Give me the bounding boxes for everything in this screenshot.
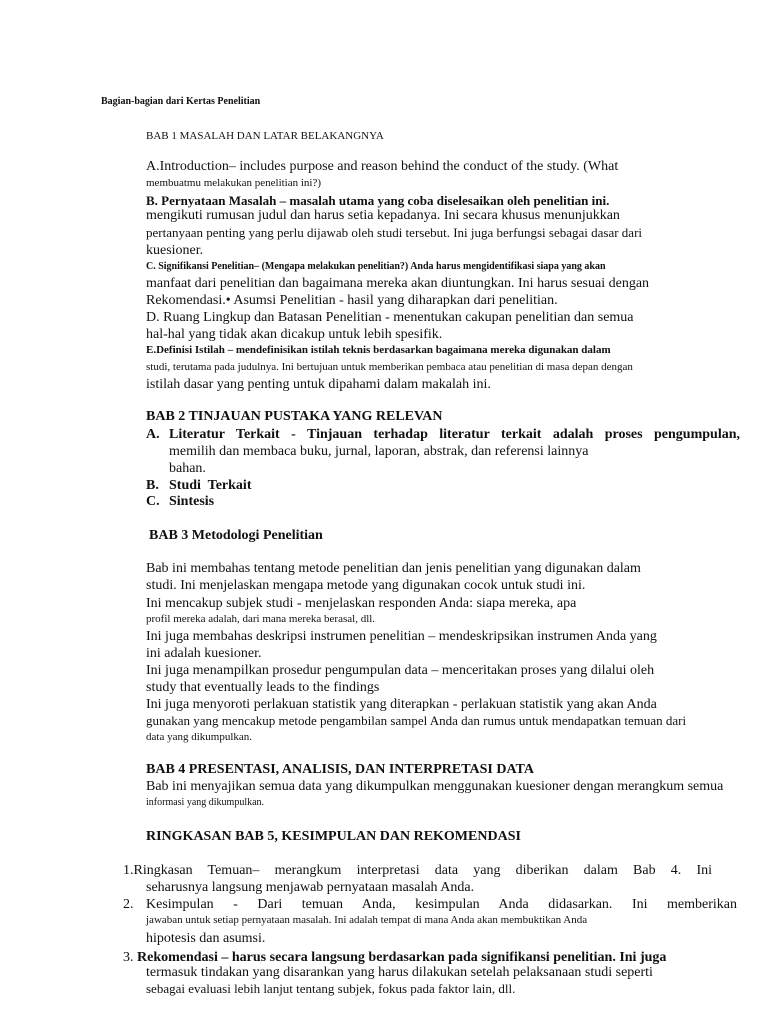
bab5-heading: RINGKASAN BAB 5, KESIMPULAN DAN REKOMENDASI <box>146 829 521 844</box>
bab3-line3: Ini mencakup subjek studi - menjelaskan responden Anda: siapa mereka, apa <box>146 596 577 611</box>
bab5-item3-marker: 3. <box>123 950 134 965</box>
bab2-a-line2: memilih dan membaca buku, jurnal, laporan, abstrak, dan referensi lainnya <box>169 444 589 459</box>
bab5-item1-line2: seharusnya langsung menjawab pernyataan masalah Anda. <box>146 880 475 895</box>
bab2-a-line1: Literatur Terkait - Tinjauan terhadap literatur terkait adalah proses pengumpulan, <box>169 427 740 442</box>
bab5-item1-line1: 1.Ringkasan Temuan– merangkum interpretasi data yang diberikan dalam Bab 4. Ini <box>123 863 712 878</box>
bab5-item2-line2: jawaban untuk setiap pernyataan masalah. Ini adalah tempat di mana Anda akan membuktikan Anda <box>146 914 588 926</box>
bab5-item3-line2: termasuk tindakan yang disarankan yang harus dilakukan setelah pelaksanaan studi seperti <box>146 965 653 980</box>
bab5-item2-marker: 2. <box>123 897 134 912</box>
bab3-line1: Bab ini membahas tentang metode penelitian dan jenis penelitian yang digunakan dalam <box>146 561 641 576</box>
bab5-item3-line3: sebagai evaluasi lebih lanjut tentang subjek, fokus pada faktor lain, dll. <box>146 981 516 996</box>
bab1-b-line3: pertanyaan penting yang perlu dijawab oleh studi tersebut. Ini juga berfungsi sebagai dasar dari <box>146 225 643 240</box>
bab2-a-line3: bahan. <box>169 461 206 476</box>
bab3-line6: ini adalah kuesioner. <box>146 646 262 661</box>
bab3-line2: studi. Ini menjelaskan mengapa metode yang digunakan cocok untuk studi ini. <box>146 578 586 593</box>
bab3-line4: profil mereka adalah, dari mana mereka berasal, dll. <box>146 613 376 625</box>
document-title: Bagian-bagian dari Kertas Penelitian <box>101 96 261 107</box>
bab2-b-text: Studi Terkait <box>169 478 252 493</box>
bab5-item2-line3: hipotesis dan asumsi. <box>146 931 266 946</box>
bab1-e-line2: studi, terutama pada judulnya. Ini bertujuan untuk memberikan pembaca atau penelitian di masa depan dengan <box>146 361 633 373</box>
bab1-b-line2: mengikuti rumusan judul dan harus setia kepadanya. Ini secara khusus menunjukkan <box>146 208 620 223</box>
bab3-line9: Ini juga menyoroti perlakuan statistik yang diterapkan - perlakuan statistik yang akan Anda <box>146 697 657 712</box>
bab1-a-line2: membuatmu melakukan penelitian ini?) <box>146 177 322 189</box>
bab1-e-line3: istilah dasar yang penting untuk dipahami dalam makalah ini. <box>146 377 491 392</box>
bab1-b-line4: kuesioner. <box>146 243 204 258</box>
bab4-line1: Bab ini menyajikan semua data yang dikumpulkan menggunakan kuesioner dengan merangkum semua <box>146 779 724 794</box>
bab1-c-line2: manfaat dari penelitian dan bagaimana mereka akan diuntungkan. Ini harus sesuai dengan <box>146 276 650 291</box>
bab5-item2-line1: Kesimpulan - Dari temuan Anda, kesimpulan Anda didasarkan. Ini memberikan <box>146 897 737 912</box>
bab1-e-line1: E.Definisi Istilah – mendefinisikan istilah teknis berdasarkan bagaimana mereka digunakan dalam <box>146 344 611 356</box>
bab3-line5: Ini juga membahas deskripsi instrumen penelitian – mendeskripsikan instrumen Anda yang <box>146 629 657 644</box>
bab4-line2: informasi yang dikumpulkan. <box>146 797 265 808</box>
bab3-heading: BAB 3 Metodologi Penelitian <box>149 528 323 543</box>
bab1-c-line3: Rekomendasi.• Asumsi Penelitian - hasil yang diharapkan dari penelitian. <box>146 293 558 308</box>
bab2-c-marker: C. <box>146 494 160 509</box>
bab3-line10: gunakan yang mencakup metode pengambilan sampel Anda dan rumus untuk mendapatkan temuan dari <box>146 713 687 728</box>
bab3-line8: study that eventually leads to the findings <box>146 680 380 695</box>
bab1-d-line1: D. Ruang Lingkup dan Batasan Penelitian - menentukan cakupan penelitian dan semua <box>146 310 634 325</box>
bab3-line11: data yang dikumpulkan. <box>146 731 253 743</box>
bab1-a-line1: A.Introduction– includes purpose and reason behind the conduct of the study. (What <box>146 159 619 174</box>
bab1-b-line1: B. Pernyataan Masalah – masalah utama yang coba diselesaikan oleh penelitian ini. <box>146 193 610 208</box>
bab1-c-line1: C. Signifikansi Penelitian– (Mengapa melakukan penelitian?) Anda harus mengidentifikasi siapa yang akan <box>146 261 606 272</box>
bab1-d-line2: hal-hal yang tidak akan dicakup untuk lebih spesifik. <box>146 327 443 342</box>
bab3-line7: Ini juga menampilkan prosedur pengumpulan data – menceritakan proses yang dilalui oleh <box>146 663 655 678</box>
bab2-a-marker: A. <box>146 427 160 442</box>
bab2-b-marker: B. <box>146 478 159 493</box>
bab2-c-text: Sintesis <box>169 494 215 509</box>
bab2-heading: BAB 2 TINJAUAN PUSTAKA YANG RELEVAN <box>146 409 443 424</box>
bab4-heading: BAB 4 PRESENTASI, ANALISIS, DAN INTERPRETASI DATA <box>146 762 534 777</box>
bab1-heading: BAB 1 MASALAH DAN LATAR BELAKANGNYA <box>146 130 384 142</box>
bab5-item3-line1: Rekomendasi – harus secara langsung berdasarkan pada signifikansi penelitian. Ini juga <box>137 950 667 965</box>
